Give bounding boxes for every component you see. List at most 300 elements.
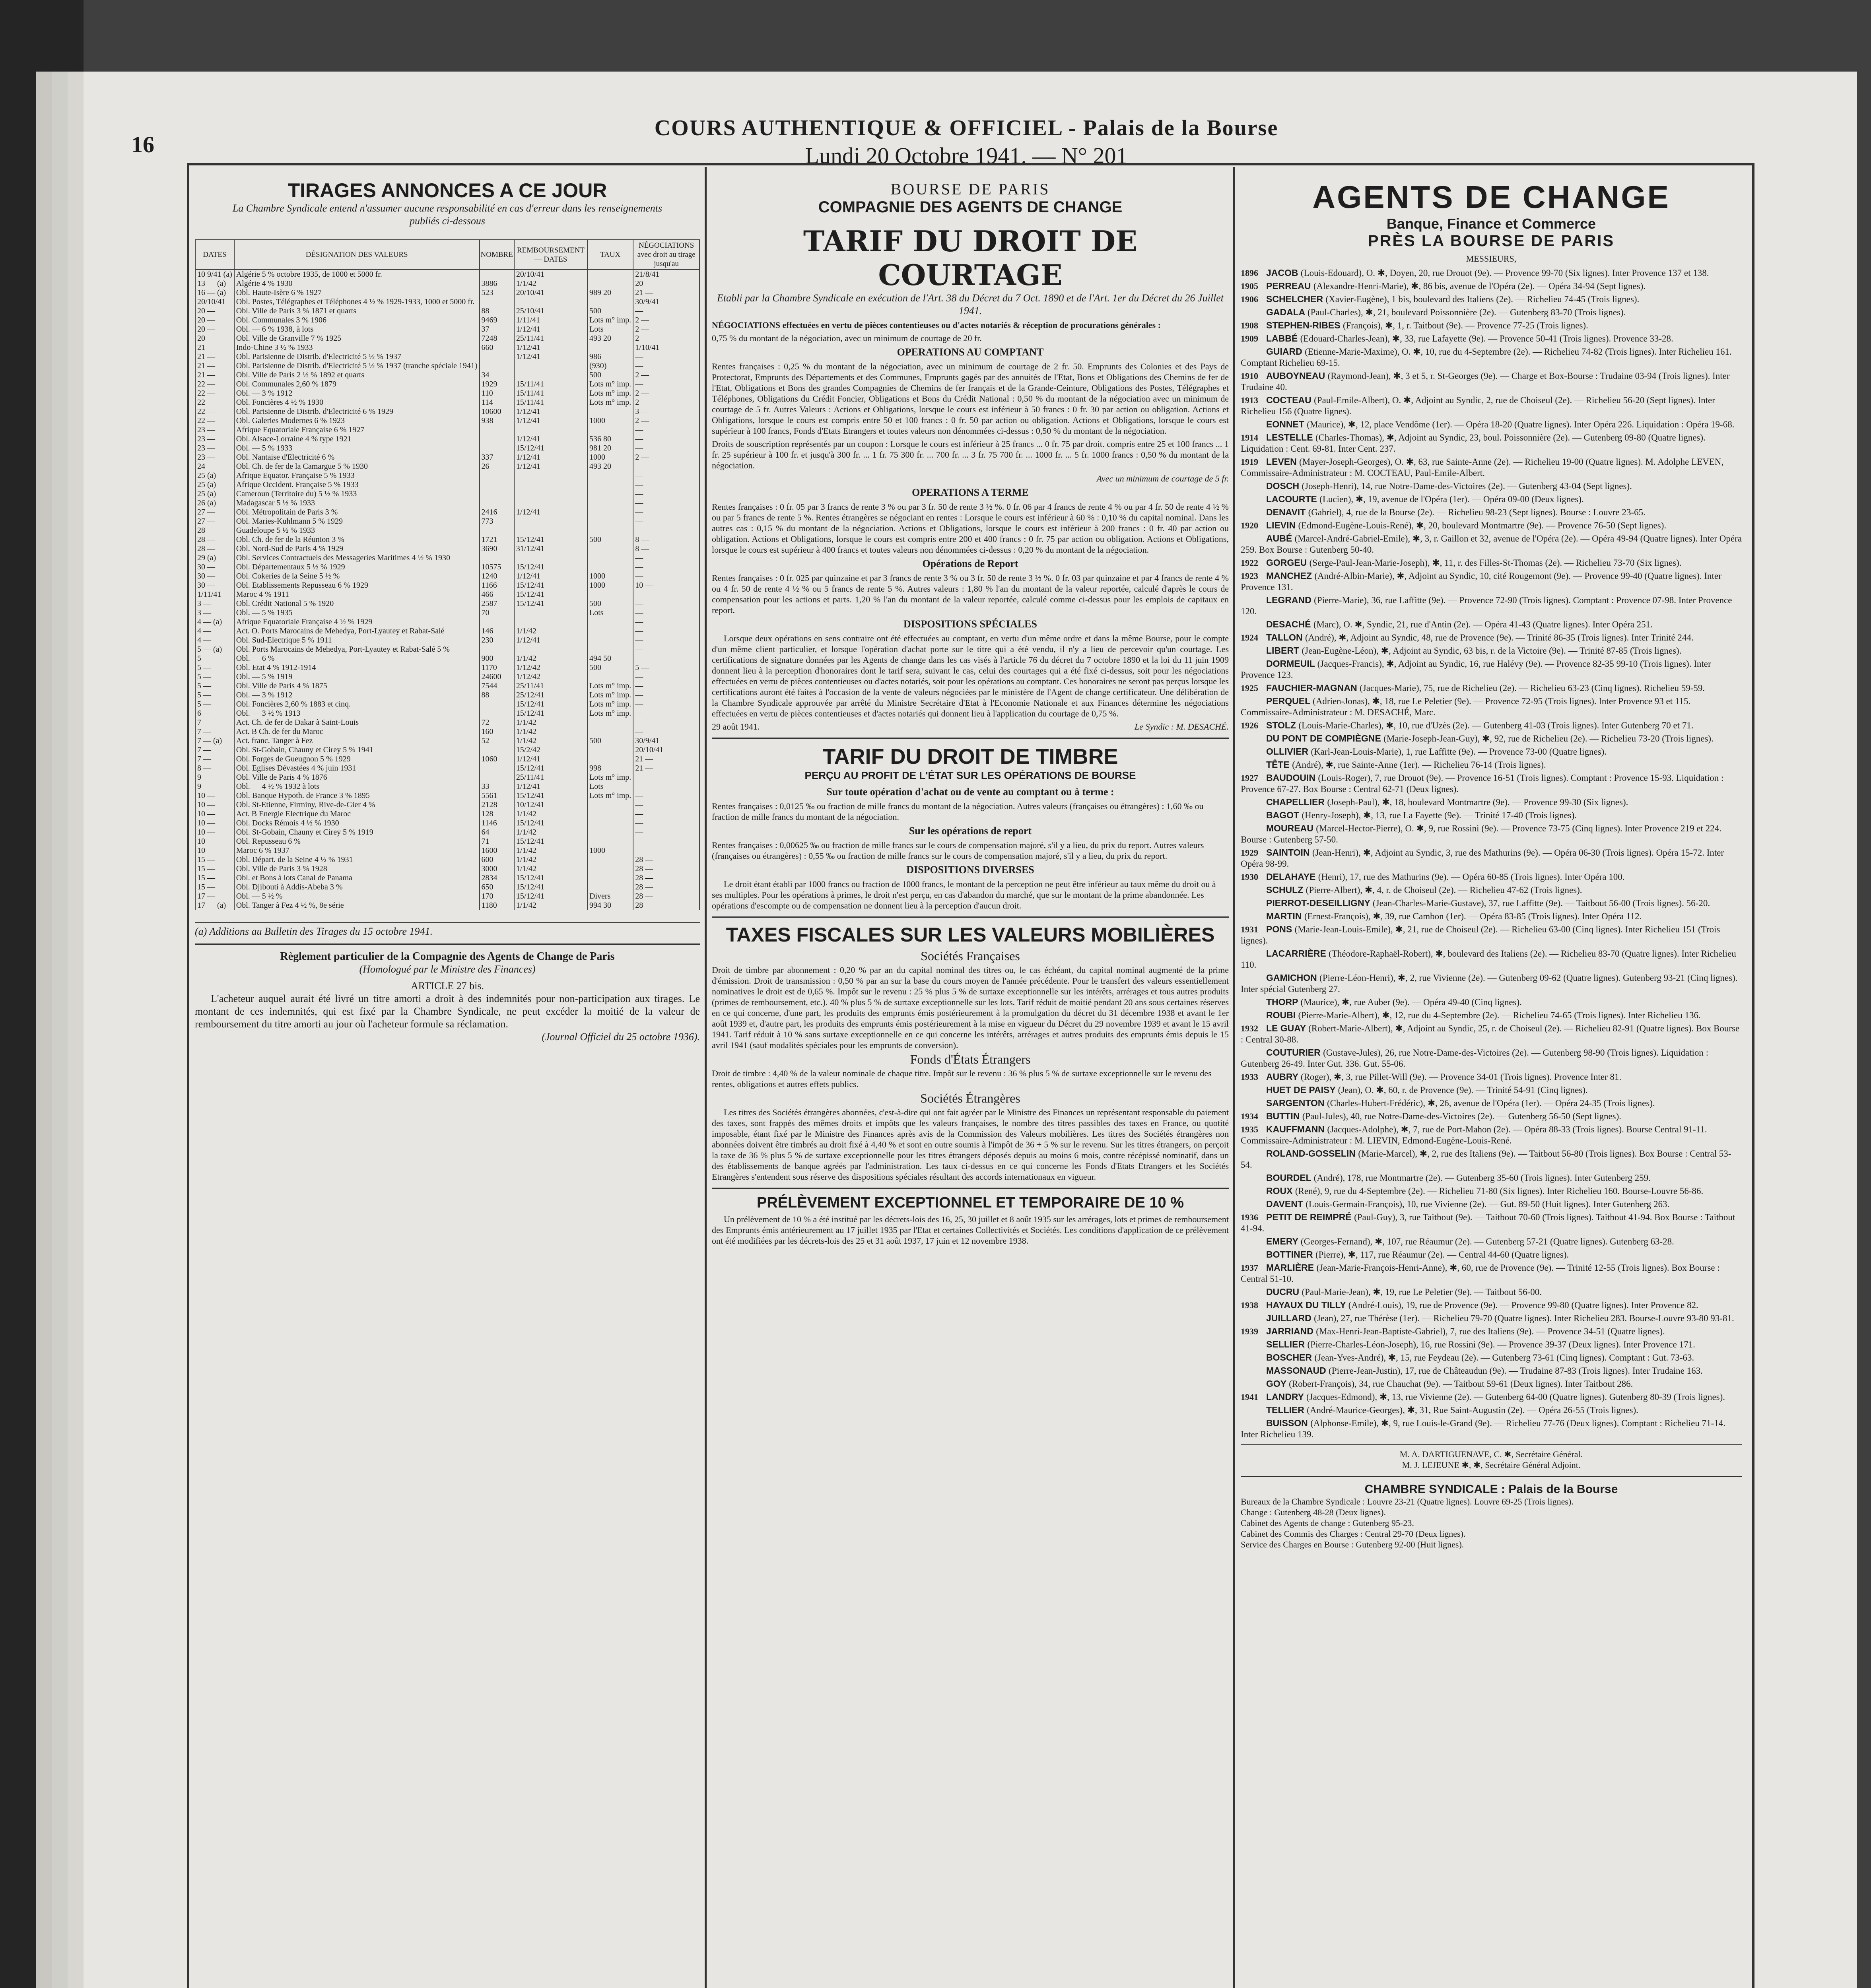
table-cell: 1929 xyxy=(480,380,514,389)
table-cell: 15/12/41 xyxy=(514,581,587,590)
table-cell: 25 (a) xyxy=(195,489,234,499)
table-cell: Obl. Maries-Kuhlmann 5 % 1929 xyxy=(234,517,480,526)
table-cell: 15/11/41 xyxy=(514,380,587,389)
list-item xyxy=(1241,456,1742,479)
table-row xyxy=(195,499,699,508)
table-cell: Act. Ch. de fer de Dakar à Saint-Louis xyxy=(234,718,480,727)
table-cell: 15/12/41 xyxy=(514,709,587,718)
table-cell: 660 xyxy=(480,343,514,352)
table-cell xyxy=(480,444,514,453)
agent-year: 1934 xyxy=(1241,1111,1258,1121)
binding-edge xyxy=(0,0,84,1988)
agent-year: 1905 xyxy=(1241,281,1258,291)
divider xyxy=(1241,1476,1742,1477)
agent-name: AUBOYNEAU xyxy=(1266,371,1328,381)
agent-details: (Pierre-Marie), 36, rue Laffitte (9e). — Provence 72-90 (Trois lignes). Comptant : Provence 07-98. Inter Provence 120. xyxy=(1241,595,1732,616)
agent-details: (Pierre-Charles-Léon-Joseph), 16, rue Rossini (9e). — Provence 39-37 (Deux lignes). Inter Provence 171. xyxy=(1307,1340,1695,1349)
table-cell: 25/11/41 xyxy=(514,773,587,782)
agent-name: JARRIAND xyxy=(1266,1326,1316,1336)
table-cell: 1/11/41 xyxy=(514,316,587,325)
list-item xyxy=(1241,847,1742,870)
table-cell: 3 — xyxy=(195,599,234,608)
agent-details: (Jean-Eugène-Léon), ✱, Adjoint au Syndic, 63 bis, r. de la Victoire (9e). — Trinité 87-85 (Trois lignes). xyxy=(1302,646,1682,656)
agent-details: (Gabriel), 4, rue de la Bourse (2e). — Richelieu 98-23 (Sept lignes). Bourse : Louvre 23-65. xyxy=(1308,507,1646,517)
table-cell: 28 — xyxy=(633,874,699,883)
table-cell xyxy=(587,425,633,435)
agent-name: PONS xyxy=(1266,924,1295,934)
table-cell: 15/12/41 xyxy=(514,791,587,800)
agent-name: DELAHAYE xyxy=(1266,872,1318,882)
agent-name: CHAPELLIER xyxy=(1266,797,1327,807)
table-cell: — xyxy=(633,444,699,453)
agent-name: BUTTIN xyxy=(1266,1111,1302,1121)
table-cell xyxy=(480,773,514,782)
table-row xyxy=(195,746,699,755)
table-row xyxy=(195,398,699,407)
table-cell: Lots m° imp. xyxy=(587,380,633,389)
table-cell: 29 (a) xyxy=(195,553,234,563)
table-cell xyxy=(587,645,633,654)
agent-details: (André-Maurice-Georges), ✱, 31, Rue Saint-Augustin (2e). — Opéra 26-55 (Trois lignes). xyxy=(1307,1405,1638,1415)
agent-details: (Jean-Marie-François-Henri-Anne), ✱, 60, rue de Provence (9e). — Trinité 12-55 (Trois lignes). Box Bourse : Central 51-10. xyxy=(1241,1263,1720,1284)
table-row xyxy=(195,343,699,352)
table-cell xyxy=(587,563,633,572)
table-cell: 1240 xyxy=(480,572,514,581)
table-row xyxy=(195,755,699,764)
table-cell xyxy=(514,517,587,526)
table-cell: — xyxy=(633,489,699,499)
table-cell: — xyxy=(633,471,699,480)
agent-details: (Jean-Charles-Marie-Gustave), 37, rue Laffitte (9e). — Taitbout 56-00 (Trois lignes). 56-20. xyxy=(1372,898,1710,908)
agent-details: (Mayer-Joseph-Georges), O. ✱, 63, rue Sainte-Anne (2e). — Richelieu 19-00 (Quatre lignes). M. Adolphe LEVEN, Commissaire-Administrateur : M. COCTEAU, Paul-Emile-Albert. xyxy=(1241,457,1724,478)
list-item xyxy=(1241,1172,1742,1184)
list-item xyxy=(1241,1047,1742,1070)
agent-name: BAGOT xyxy=(1266,810,1302,820)
list-item xyxy=(1241,972,1742,995)
table-cell xyxy=(587,590,633,599)
agent-details: (Jacques-Francis), ✱, Adjoint au Syndic, 16, rue Halévy (9e). — Provence 82-35 99-10 (Trois lignes). Inter Provence 123. xyxy=(1241,659,1711,680)
table-cell xyxy=(514,526,587,535)
list-item xyxy=(1241,1339,1742,1350)
list-item xyxy=(1241,1236,1742,1247)
list-item xyxy=(1241,1378,1742,1390)
table-cell: — xyxy=(633,709,699,718)
table-cell: 15/12/41 xyxy=(514,444,587,453)
list-item xyxy=(1241,480,1742,492)
courtage-comptant-text: Rentes françaises : 0,25 % du montant de la négociation, avec un minimum de courtage de 2 fr. 50. Emprunts des Colonies et des Pays de Protectorat, Emprunts des Départements et des Communes, Emprunts gagés par des annuités de l'Etat, Bons et Obligations des Chemins de fer de l'Etat, Obligations et Bons des grandes Compagnies de Chemins de fer français et de la Grande-Ceinture, Obligations des Postes, Télégraphes et Téléphones, Obligations du Crédit Foncier, Obligations et Bons du Crédit National : 0,50 % du montant de la négociation avec un minimum de courtage de 5 fr. Autres Valeurs : Actions et Obligations, lorsque le cours est inférieur à 50 francs : 0 fr. 30 par action ou obligation. Actions et Obligations, lorsque le cours est compris entre 50 et 100 francs : 0 fr. 50 par action ou obligation. Actions et Obligations, lorsque le cours est supérieur à 100 francs, Fonds d'Etats Etrangers et toutes valeurs non dénommées ci-dessus : 0,50 % du montant de la négociation. xyxy=(712,361,1229,436)
agent-name: BOTTINER xyxy=(1266,1249,1315,1260)
secretary-line: M. A. DARTIGUENAVE, C. ✱, Secrétaire Général. xyxy=(1399,1449,1583,1459)
table-row xyxy=(195,617,699,627)
agent-details: (Pierre), ✱, 117, rue Réaumur (2e). — Central 44-60 (Quatre lignes). xyxy=(1315,1250,1569,1260)
tirages-table xyxy=(195,239,700,910)
table-row xyxy=(195,297,699,307)
table-cell: 28 — xyxy=(195,544,234,553)
table-cell: — xyxy=(633,499,699,508)
table-cell: 1/10/41 xyxy=(633,343,699,352)
table-cell: Obl. Foncières 2,60 % 1883 et cinq. xyxy=(234,700,480,709)
table-cell: 34 xyxy=(480,371,514,380)
agent-name: DU PONT DE COMPIÈGNE xyxy=(1266,733,1384,744)
table-cell xyxy=(587,517,633,526)
table-cell: Act. franc. Tanger à Fez xyxy=(234,736,480,746)
table-cell: 30/9/41 xyxy=(633,736,699,746)
agent-details: (Pierre-Marie-Albert), ✱, 12, rue du 4-Septembre (2e). — Richelieu 74-65 (Trois lignes). Inter Richelieu 136. xyxy=(1298,1010,1701,1020)
agent-details: (Paul-Emile-Albert), O. ✱, Adjoint au Syndic, 2, rue de Choiseul (2e). — Richelieu 56-20 (Sept lignes). Inter Richelieu 156 (Quatre lignes). xyxy=(1241,395,1715,416)
table-row xyxy=(195,435,699,444)
table-cell: 10 — xyxy=(195,791,234,800)
table-cell: 33 xyxy=(480,782,514,791)
reglement-article: ARTICLE 27 bis. xyxy=(410,980,484,992)
table-cell: Madagascar 5 ½ % 1933 xyxy=(234,499,480,508)
table-cell: 27 — xyxy=(195,517,234,526)
courtage-report-text: Rentes françaises : 0 fr. 025 par quinzaine et par 3 francs de rente 3 % ou 3 fr. 50 de rente 3 ½ %. 0 fr. 03 par quinzaine et par 4 francs de rente 4 % ou 4 fr. 50 de rente 4 ½ % ou 5 francs de rente 5 %. Autres valeurs : 1,80 % l'an du montant de la valeur reportée, calculé d'après le cours de compensation pour les actions et parts. 1,20 % l'an du montant de la valeur reportée, calculé comme ci-dessus pour les emplois de capitaux en report. xyxy=(712,573,1229,615)
agent-name: LIEVIN xyxy=(1266,520,1298,530)
table-cell xyxy=(514,608,587,617)
table-cell xyxy=(480,489,514,499)
table-cell: Lots m° imp. xyxy=(587,709,633,718)
agent-name: STOLZ xyxy=(1266,720,1299,730)
table-cell: 8 — xyxy=(195,764,234,773)
table-cell xyxy=(587,489,633,499)
table-cell xyxy=(587,407,633,416)
divider xyxy=(1241,1444,1742,1445)
table-cell: 15 — xyxy=(195,855,234,864)
table-cell xyxy=(480,425,514,435)
table-cell xyxy=(480,617,514,627)
courtage-terme-title: OPERATIONS A TERME xyxy=(912,487,1029,498)
agent-details: (Henri), 17, rue des Mathurins (9e). — Opéra 60-85 (Trois lignes). Inter Opéra 100. xyxy=(1318,872,1625,882)
table-cell: Lots m° imp. xyxy=(587,681,633,691)
table-cell: — xyxy=(633,617,699,627)
table-cell: Obl. et Bons à lots Canal de Panama xyxy=(234,874,480,883)
table-cell: 1166 xyxy=(480,581,514,590)
timbre-subtitle: PERÇU AU PROFIT DE L'ÉTAT SUR LES OPÉRATIONS DE BOURSE xyxy=(804,769,1136,781)
table-cell xyxy=(514,645,587,654)
agent-year: 1936 xyxy=(1241,1212,1258,1222)
table-row xyxy=(195,846,699,855)
list-item xyxy=(1241,370,1742,393)
table-cell: 4 — (a) xyxy=(195,617,234,627)
table-row xyxy=(195,892,699,901)
courtage-kicker: BOURSE DE PARIS xyxy=(890,180,1050,198)
table-cell: 28 — xyxy=(633,883,699,892)
table-cell: — xyxy=(633,700,699,709)
table-cell xyxy=(480,764,514,773)
agent-details: (Marie-Jean-Louis-Emile), ✱, 21, rue de Choiseul (2e). — Richelieu 63-00 (Cinq lignes). Inter Richelieu 151 (Trois lignes). xyxy=(1241,924,1720,945)
agent-name: PERQUEL xyxy=(1266,696,1313,706)
list-item xyxy=(1241,924,1742,946)
table-cell: 25/11/41 xyxy=(514,334,587,343)
table-cell: Lots xyxy=(587,608,633,617)
table-cell: Obl. Etat 4 % 1912-1914 xyxy=(234,663,480,672)
list-item xyxy=(1241,897,1742,909)
table-cell: — xyxy=(633,681,699,691)
table-cell xyxy=(514,553,587,563)
table-header: REMBOURSEMENT — DATES xyxy=(514,240,587,270)
table-cell xyxy=(480,746,514,755)
table-row xyxy=(195,508,699,517)
table-cell: 10 — xyxy=(195,810,234,819)
column-tirages xyxy=(195,171,700,1988)
table-cell: 523 xyxy=(480,288,514,297)
list-item xyxy=(1241,1071,1742,1083)
table-cell: 5561 xyxy=(480,791,514,800)
table-cell: 5 — (a) xyxy=(195,645,234,654)
agent-details: (Maurice), ✱, rue Auber (9e). — Opéra 49-40 (Cinq lignes). xyxy=(1300,997,1522,1007)
courtage-minimum-note: Avec un minimum de courtage de 5 fr. xyxy=(1096,474,1229,483)
table-cell: Lots m° imp. xyxy=(587,691,633,700)
list-item xyxy=(1241,746,1742,757)
table-cell: Act. B Ch. de fer du Maroc xyxy=(234,727,480,736)
table-cell: 10 — xyxy=(195,846,234,855)
table-cell: — xyxy=(633,846,699,855)
table-cell: — xyxy=(633,800,699,810)
agent-name: LIBERT xyxy=(1266,645,1302,656)
table-cell: — xyxy=(633,672,699,681)
table-cell: — xyxy=(633,435,699,444)
table-row xyxy=(195,718,699,727)
table-cell: 31/12/41 xyxy=(514,544,587,553)
table-cell: 24 — xyxy=(195,462,234,471)
agent-name: JUILLARD xyxy=(1266,1313,1314,1323)
table-cell: Obl. Docks Rémois 4 ½ % 1930 xyxy=(234,819,480,828)
table-cell: — xyxy=(633,599,699,608)
table-row xyxy=(195,425,699,435)
table-cell: 160 xyxy=(480,727,514,736)
table-cell xyxy=(587,279,633,288)
table-cell: 1000 xyxy=(587,416,633,425)
divider xyxy=(712,1188,1229,1189)
table-cell: Algérie 4 % 1930 xyxy=(234,279,480,288)
table-row xyxy=(195,352,699,361)
table-row xyxy=(195,581,699,590)
agent-name: GUIARD xyxy=(1266,346,1305,357)
table-cell xyxy=(587,471,633,480)
agent-details: (Louis-Marie-Charles), ✱, 10, rue d'Uzès (2e). — Gutenberg 41-03 (Trois lignes). Inter Gutenberg 70 et 71. xyxy=(1298,720,1694,730)
table-cell: 25/10/41 xyxy=(514,307,587,316)
table-cell: 493 20 xyxy=(587,462,633,471)
table-cell: 2 — xyxy=(633,325,699,334)
table-cell: Obl. Foncières 4 ½ % 1930 xyxy=(234,398,480,407)
chambre-line: Bureaux de la Chambre Syndicale : Louvre 23-21 (Quatre lignes). Louvre 69-25 (Trois lignes). xyxy=(1241,1497,1574,1507)
table-cell: 773 xyxy=(480,517,514,526)
reglement-subtitle: (Homologué par le Ministre des Finances) xyxy=(359,963,536,975)
courtage-signature: Le Syndic : M. DESACHÉ. xyxy=(1134,722,1229,732)
table-cell: — xyxy=(633,627,699,636)
table-cell: 27 — xyxy=(195,508,234,517)
table-cell: 7 — xyxy=(195,746,234,755)
table-cell xyxy=(480,526,514,535)
agent-year: 1913 xyxy=(1241,395,1258,405)
table-row xyxy=(195,608,699,617)
table-cell: 15/12/41 xyxy=(514,837,587,846)
agent-details: (Edouard-Charles-Jean), ✱, 33, rue Lafayette (9e). — Provence 50-41 (Trois lignes). Provence 33-28. xyxy=(1300,334,1673,344)
table-cell: 21 — xyxy=(195,352,234,361)
table-cell: 3690 xyxy=(480,544,514,553)
list-item xyxy=(1241,1312,1742,1324)
table-cell: 5 — xyxy=(195,681,234,691)
table-cell: 37 xyxy=(480,325,514,334)
table-cell: 20 — xyxy=(195,307,234,316)
table-cell: 5 — xyxy=(195,691,234,700)
courtage-comptant-title: OPERATIONS AU COMPTANT xyxy=(897,346,1044,358)
table-cell: — xyxy=(633,425,699,435)
agent-name: COUTURIER xyxy=(1266,1047,1323,1058)
table-cell: 15/12/41 xyxy=(514,590,587,599)
table-cell: Afrique Equatoriale Française 6 % 1927 xyxy=(234,425,480,435)
agent-details: (André), 178, rue Montmartre (2e). — Gutenberg 35-60 (Trois lignes). Inter Gutenberg 259. xyxy=(1313,1173,1651,1183)
table-cell: 9469 xyxy=(480,316,514,325)
table-cell: Maroc 6 % 1937 xyxy=(234,846,480,855)
table-row xyxy=(195,819,699,828)
table-cell: 1/1/42 xyxy=(514,727,587,736)
table-cell xyxy=(514,371,587,380)
courtage-disp-title: DISPOSITIONS SPÉCIALES xyxy=(903,618,1037,630)
table-cell: — xyxy=(633,462,699,471)
agent-year: 1941 xyxy=(1241,1392,1258,1402)
table-cell: 1/1/42 xyxy=(514,846,587,855)
table-row xyxy=(195,736,699,746)
table-cell: Obl. Cokeries de la Seine 5 ½ % xyxy=(234,572,480,581)
agent-name: TALLON xyxy=(1266,632,1305,643)
agent-name: DOSCH xyxy=(1266,481,1302,491)
agent-name: STEPHEN-RIBES xyxy=(1266,320,1343,330)
agent-year: 1930 xyxy=(1241,872,1258,882)
table-row xyxy=(195,480,699,489)
table-cell: Obl. — 5 % 1933 xyxy=(234,444,480,453)
table-cell: 20 — xyxy=(195,325,234,334)
list-item xyxy=(1241,658,1742,681)
table-cell: 494 50 xyxy=(587,654,633,663)
table-cell: 1180 xyxy=(480,901,514,910)
agent-details: (Louis-Roger), 7, rue Drouot (9e). — Provence 16-51 (Trois lignes). Comptant : Provence 15-93. Liquidation : Provence 67-27. Box Bourse : Central 62-71 (Deux lignes). xyxy=(1241,773,1724,794)
table-cell: Obl. Postes, Télégraphes et Téléphones 4 ½ % 1929-1933, 1000 et 5000 fr. xyxy=(234,297,480,307)
table-cell: Obl. Ville de Granville 7 % 1925 xyxy=(234,334,480,343)
table-cell: 981 20 xyxy=(587,444,633,453)
table-cell: 1/12/41 xyxy=(514,325,587,334)
table-cell: 1/1/42 xyxy=(514,627,587,636)
table-cell: 17 — xyxy=(195,892,234,901)
table-cell: Obl. — 3 % 1912 xyxy=(234,691,480,700)
agent-name: DENAVIT xyxy=(1266,507,1308,517)
timbre-sub2: Sur les opérations de report xyxy=(909,825,1032,837)
tirages-subtitle: La Chambre Syndicale entend n'assumer aucune responsabilité en cas d'erreur dans les renseignements publiés ci-dessous xyxy=(232,202,663,227)
table-cell: 128 xyxy=(480,810,514,819)
timbre-title: TARIF DU DROIT DE TIMBRE xyxy=(822,745,1118,769)
agent-name: SAINTOIN xyxy=(1266,847,1312,858)
courtage-title: TARIF DU DROIT DE COURTAGE xyxy=(803,224,1138,292)
table-cell: 2 — xyxy=(633,398,699,407)
table-cell: 1/11/41 xyxy=(195,590,234,599)
agent-details: (Joseph-Paul), ✱, 18, boulevard Montmartre (9e). — Provence 99-30 (Six lignes). xyxy=(1327,797,1628,807)
table-cell xyxy=(480,270,514,279)
agent-details: (Louis-Germain-François), 10, rue Vivienne (2e). — Gut. 89-50 (Huit lignes). Inter Gutenberg 263. xyxy=(1306,1199,1670,1209)
agent-year: 1926 xyxy=(1241,720,1258,730)
table-cell xyxy=(480,709,514,718)
table-cell xyxy=(514,617,587,627)
table-cell: 1/12/41 xyxy=(514,508,587,517)
table-cell xyxy=(587,544,633,553)
table-cell: 5 — xyxy=(195,654,234,663)
table-cell: Obl. Nantaise d'Electricité 6 % xyxy=(234,453,480,462)
agent-name: COCTEAU xyxy=(1266,395,1314,405)
taxes-s3-text: Les titres des Sociétés étrangères abonnées, c'est-à-dire qui ont fait agréer par le Ministre des Finances un représentant responsable du paiement des taxes, sont frappés des mêmes droits et impôts que les valeurs françaises, le nombre des titres passibles des taxes en France, ou quotité imposable, étant fixé par le Ministre des Finances après avis de la Commission des Valeurs mobilières. Les titres des Sociétés étrangères non abonnées doivent être timbrés au droit fixé à 4,40 % et sont en outre soumis à l'impôt de 36 + 5 % sur le revenu. Sur les titres étrangers, on perçoit la taxe de 36 % plus 5 % de surtaxe exceptionnelle pour les titres étrangers déposés depuis au moins 6 mois, contre récépissé nominatif, dans un des établissements de banque agréés par l'administration. Les taux ci-dessus en ce qui concerne les Fonds d'Etats Etrangers et les Sociétés Etrangères s'entendent sous réserve des dispositions spéciales résultant des accords internationaux en vigueur. xyxy=(712,1107,1229,1182)
agent-name: KAUFFMANN xyxy=(1266,1124,1327,1134)
table-row xyxy=(195,636,699,645)
table-cell: — xyxy=(633,526,699,535)
table-cell xyxy=(480,352,514,361)
table-row xyxy=(195,325,699,334)
table-cell: Afrique Equator. Française 5 % 1933 xyxy=(234,471,480,480)
table-cell: 2 — xyxy=(633,334,699,343)
table-cell: — xyxy=(633,307,699,316)
table-cell: 1/12/41 xyxy=(514,636,587,645)
table-cell xyxy=(480,700,514,709)
table-cell: Obl. — 3 ½ % 1913 xyxy=(234,709,480,718)
agent-name: AUBRY xyxy=(1266,1072,1301,1082)
table-cell: 15 — xyxy=(195,883,234,892)
agent-name: MANCHEZ xyxy=(1266,571,1315,581)
table-row xyxy=(195,462,699,471)
table-cell xyxy=(514,489,587,499)
courtage-neg-text: 0,75 % du montant de la négociation, avec un minimum de courtage de 20 fr. xyxy=(712,333,982,343)
agent-name: OLLIVIER xyxy=(1266,746,1311,757)
table-cell: 986 xyxy=(587,352,633,361)
agent-details: (Jacques-Marie), 75, rue de Richelieu (2e). — Richelieu 63-23 (Cinq lignes). Richelieu 59-59. xyxy=(1360,683,1705,693)
table-cell: 20 — xyxy=(195,316,234,325)
list-item xyxy=(1241,394,1742,417)
list-item xyxy=(1241,796,1742,808)
table-cell xyxy=(587,343,633,352)
table-cell xyxy=(587,800,633,810)
agent-name: PIERROT-DESEILLIGNY xyxy=(1266,898,1373,908)
list-item xyxy=(1241,267,1742,279)
table-cell: Lots m° imp. xyxy=(587,700,633,709)
table-cell xyxy=(514,297,587,307)
tirages-title: TIRAGES ANNONCES A CE JOUR xyxy=(288,179,607,202)
taxes-s2: Fonds d'États Étrangers xyxy=(910,1052,1031,1066)
table-cell xyxy=(587,636,633,645)
list-item xyxy=(1241,871,1742,883)
table-cell xyxy=(480,499,514,508)
agent-name: PETIT DE REIMPRÉ xyxy=(1266,1212,1354,1222)
column-divider xyxy=(1233,167,1235,1988)
table-cell: 1721 xyxy=(480,535,514,544)
table-cell: 466 xyxy=(480,590,514,599)
agent-year: 1924 xyxy=(1241,633,1258,643)
agent-year: 1927 xyxy=(1241,773,1258,783)
table-cell: 20 — xyxy=(195,334,234,343)
secretaries xyxy=(1241,1449,1742,1470)
table-cell: Obl. — 4 ½ % 1932 à lots xyxy=(234,782,480,791)
agent-year: 1931 xyxy=(1241,924,1258,934)
column-tarifs xyxy=(712,171,1229,1988)
table-cell: 8 — xyxy=(633,535,699,544)
agent-year: 1906 xyxy=(1241,294,1258,304)
table-cell: 9 — xyxy=(195,773,234,782)
list-item xyxy=(1241,280,1742,292)
timbre-disp-text: Le droit étant établi par 1000 francs ou fraction de 1000 francs, le montant de la perception ne peut être inférieur au taux même du droit ou à ses multiples. Pour les opérations à primes, le droit n'est perçu, en cas d'abandon du marché, que sur le montant de la prime abandonnée. Les opérations d'escompte ou de compensation ne donnent lieu à la perception d'aucun droit. xyxy=(712,879,1216,911)
table-cell xyxy=(587,883,633,892)
table-cell: 8 — xyxy=(633,544,699,553)
table-header: NÉGOCIATIONS avec droit au tirage jusqu'au xyxy=(633,240,699,270)
agent-year: 1932 xyxy=(1241,1023,1258,1033)
table-cell: Lots m° imp. xyxy=(587,389,633,398)
table-row xyxy=(195,709,699,718)
table-cell: 1/1/42 xyxy=(514,864,587,874)
table-cell: 88 xyxy=(480,307,514,316)
